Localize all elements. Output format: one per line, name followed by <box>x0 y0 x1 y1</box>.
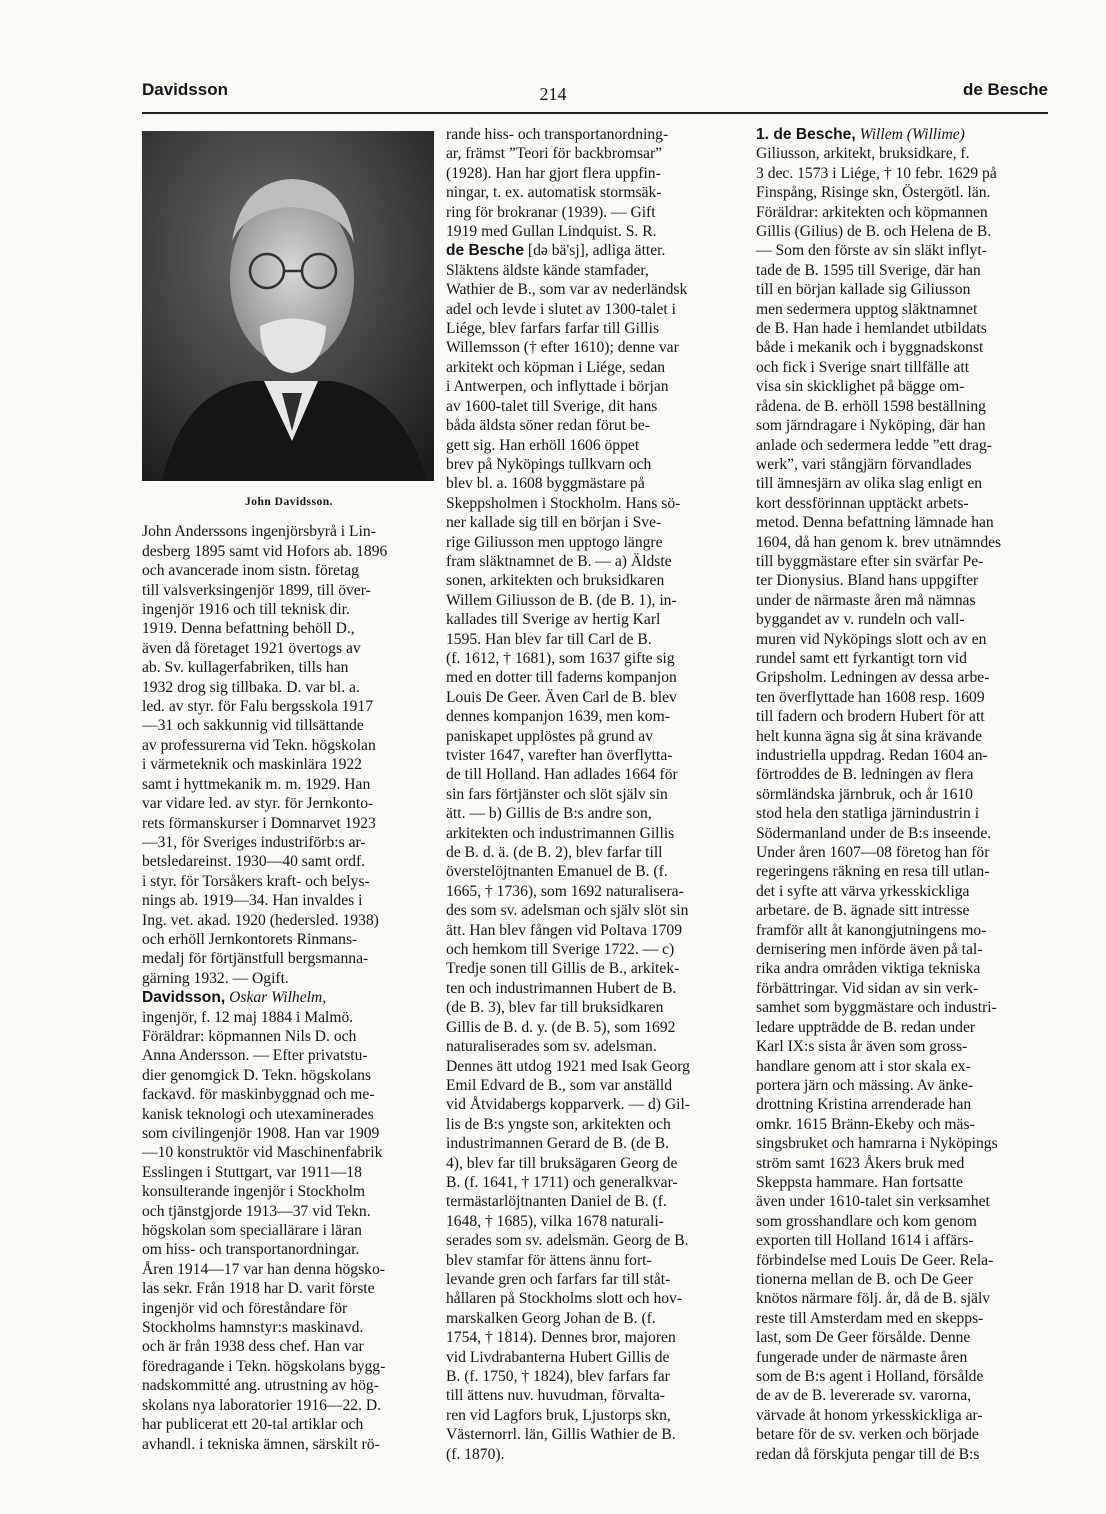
text-line: knötos närmare följ. år, då de B. själv <box>756 1290 991 1308</box>
text-line: fram släktnamnet de B. — a) Äldste <box>446 552 672 570</box>
column-right <box>756 125 1048 1464</box>
text-line: till fadern och brodern Hubert för att <box>756 708 985 726</box>
text-line: som de B:s agent i Holland, försålde <box>756 1368 984 1385</box>
text-line: och fick i Sverige snart tillfälle att <box>756 358 970 376</box>
text-line: —31, för Sveriges industriförb:s ar- <box>142 833 366 851</box>
text-line: konsulterande ingenjör i Stockholm <box>142 1183 366 1201</box>
text-line: de till Holland. Han adlades 1664 för <box>446 766 678 784</box>
running-head-right: de Besche <box>962 80 1048 99</box>
text-line: omkr. 1615 Bränn-Ekeby och mäs- <box>756 1115 975 1133</box>
text-line: Föräldrar: köpmannen Nils D. och <box>142 1027 357 1045</box>
text-line: nings ab. 1919—34. Han invaldes i <box>142 892 363 910</box>
text-line: 1932 drog sig tillbaka. D. var bl. a. <box>142 678 360 696</box>
text-line: kort dessförinnan upptäckt arbets- <box>756 494 969 512</box>
text-line: termästarlöjtnanten Daniel de B. (f. <box>446 1193 667 1211</box>
text-line: de B. d. ä. (de B. 2), blev farfar till <box>446 844 663 862</box>
text-line: des som sv. adelsman och själv slöt sin <box>446 902 689 920</box>
text-line: Willemsson († efter 1610); denne var <box>446 339 679 357</box>
text-line: paniskapet upplöstes på grund av <box>446 727 654 745</box>
text-line: som civilingenjör 1908. Han var 1909 <box>142 1125 380 1142</box>
text-line: Willem Giliusson de B. (de B. 1), in- <box>446 591 677 609</box>
text-line: led. av styr. för Falu bergsskola 1917 <box>142 698 373 716</box>
text-line: samt i hyttmekanik m. m. 1929. Han <box>142 775 371 793</box>
text-line: drottning Kristina arrenderade han <box>756 1096 972 1114</box>
text-line: avhandl. i tekniska ämnen, särskilt rö- <box>142 1435 380 1453</box>
text-line: 1919. Denna befattning behöll D., <box>142 620 355 638</box>
text-line: skolans nya laboratorier 1916—22. D. <box>142 1396 382 1414</box>
text-line: metod. Denna befattning lämnade han <box>756 514 994 532</box>
text-line: Wathier de B., som var av nederländsk <box>446 281 688 299</box>
text-line: vid Åtvidabergs kopparverk. — d) Gil- <box>446 1096 690 1114</box>
text-line: tionerna mellan de B. och De Geer <box>756 1270 973 1288</box>
text-line: werk”, vari stångjärn förvandlades <box>756 455 972 473</box>
text-line: ström samt 1623 Åkers bruk med <box>756 1154 965 1172</box>
text-line: ningar, t. ex. automatisk stormsäk- <box>446 184 662 202</box>
text-line: 1665, † 1736), som 1692 naturalisera- <box>446 882 684 900</box>
column-middle <box>446 125 742 1464</box>
text-line: till byggmästare efter sin svärfar Pe- <box>756 552 984 570</box>
text-line: dernisering men införde även på tal- <box>756 941 983 959</box>
text-line: ar, främst ”Teori för backbromsar” <box>446 145 663 163</box>
text-line: —10 konstruktör vid Maschinenfabrik <box>142 1144 383 1162</box>
text-line: stod hela den statliga järnindustrin i <box>756 805 980 823</box>
photo-caption: John Davidsson. <box>244 496 334 508</box>
text-line: både i mekanik och i byggnadskonst <box>756 339 984 357</box>
text-line: och avancerade inom sistn. företag <box>142 562 359 580</box>
text-line: överstelöjtnanten Emanuel de B. (f. <box>446 863 668 881</box>
text-line: till en början kallade sig Giliusson <box>756 281 971 299</box>
text-line: det i syfte att värva yrkesskickliga <box>756 882 970 900</box>
text-line: dennes kompanjon 1639, men kom- <box>446 708 670 726</box>
text-line: Västernorrl. län, Gillis Wathier de B. <box>446 1426 676 1444</box>
text-line: visa sin skicklighet på bägge om- <box>756 378 965 396</box>
text-line: 1919 med Gullan Lindquist. S. R. <box>446 223 657 241</box>
text-line: ingenjör, f. 12 maj 1884 i Malmö. <box>142 1008 354 1026</box>
text-line: av 1600-talet till Sverige, dit hans <box>446 397 658 415</box>
column-left <box>142 125 436 1454</box>
text-line: gärning 1932. — Ogift. <box>142 969 289 987</box>
text-line: Skeppsta hammare. Han fortsatte <box>756 1173 963 1191</box>
text-line: i värmeteknik och maskinlära 1922 <box>142 756 362 774</box>
text-line: till ättens nuv. huvudman, förvalta- <box>446 1387 665 1405</box>
text-line: rika andra områden viktiga tekniska <box>756 960 981 978</box>
text-line: ring för brokranar (1939). — Gift <box>446 203 656 221</box>
text-line: anlade och sedermera ledde ”ett drag- <box>756 436 992 454</box>
text-line: 1595. Han blev far till Carl de B. <box>446 630 652 648</box>
text-line: sonen, arkitekten och bruksidkaren <box>446 572 665 590</box>
text-line: av professurerna vid Tekn. högskolan <box>142 736 376 754</box>
text-line: även då företaget 1921 övertogs av <box>142 639 361 657</box>
text-line: B. (f. 1750, † 1824), blev farfars far <box>446 1368 670 1385</box>
text-line: ledare uppträdde de B. redan under <box>756 1018 976 1036</box>
text-line: 1754, † 1814). Dennes bror, majoren <box>446 1329 676 1347</box>
text-line: har publicerat ett 20-tal artiklar och <box>142 1416 364 1434</box>
text-line: dier genomgick D. Tekn. högskolans <box>142 1066 372 1084</box>
text-line: ten överflyttade han 1608 resp. 1609 <box>756 688 985 706</box>
text-line: last, som De Geer försålde. Denne <box>756 1329 971 1347</box>
text-line: Åren 1914—17 var han denna högsko- <box>142 1260 385 1278</box>
text-line: Gillis (Gilius) de B. och Helena de B. <box>756 223 992 241</box>
text-line: sörmländska järnbruk, och år 1610 <box>756 785 973 803</box>
text-line: till ämnesjärn av olika slag enligt en <box>756 475 983 493</box>
text-line: desberg 1895 samt vid Hofors ab. 1896 <box>142 542 388 560</box>
text-line: Ing. vet. akad. 1920 (hedersled. 1938) <box>142 911 379 929</box>
text-line: Tredje sonen till Gillis de B., arkitek- <box>446 960 680 978</box>
text-line: (f. 1612, † 1681), som 1637 gifte sig <box>446 649 675 667</box>
text-line: ingenjör 1916 och till teknisk dir. <box>142 601 350 619</box>
text-line: de av de B. levererade sv. varorna, <box>756 1387 972 1405</box>
text-line: regeringens räkning en resa till utlan- <box>756 863 990 881</box>
entry-given-name: Oskar Wilhelm, <box>229 989 327 1007</box>
text-line: Emil Edvard de B., som var anställd <box>446 1076 673 1094</box>
page-number: 214 <box>539 84 567 104</box>
text-line: serades som sv. adelsmän. Georg de B. <box>446 1232 689 1250</box>
portrait-photo <box>142 131 434 481</box>
text-line: Skeppsholmen i Stockholm. Hans sö- <box>446 494 681 512</box>
entry-willem-de-besche <box>756 125 1048 1464</box>
text-line: och tjänstgjorde 1913—37 vid Tekn. <box>142 1202 371 1220</box>
text-line: exporten till Holland 1614 i affärs- <box>756 1232 974 1250</box>
text-line: förtroddes de B. ledningen av flera <box>756 766 974 784</box>
text-line: Esslingen i Stuttgart, var 1911—18 <box>142 1163 362 1181</box>
text-line: även under 1610-talet sin verksamhet <box>756 1193 990 1211</box>
entry-pronunciation: [də bä'sj], adliga ätter. <box>527 242 666 260</box>
text-line: fungerade under de närmaste åren <box>756 1348 968 1366</box>
text-line: blev stamfar för ättens ännu fort- <box>446 1251 652 1269</box>
text-line: var vidare led. av styr. för Jernkonto- <box>142 795 374 813</box>
entry-de-besche-family <box>446 241 742 1464</box>
text-line: rådena. de B. erhöll 1598 beställning <box>756 397 986 415</box>
text-line: tade de B. 1595 till Sverige, där han <box>756 261 981 279</box>
text-line: las sekr. Från 1918 har D. varit förste <box>142 1280 375 1298</box>
text-line: helt kunna ägna sig åt sina krävande <box>756 727 983 745</box>
entry-headline <box>142 988 436 1007</box>
text-line: Föräldrar: arkitekten och köpmannen <box>756 203 988 221</box>
text-line: nadskommitté ang. utrustning av hög- <box>142 1377 379 1395</box>
text-line: sin fars förtjänster och slöt själv sin <box>446 785 668 803</box>
text-line: och erhöll Jernkontorets Rinmans- <box>142 930 358 948</box>
text-line: framför allt åt kanongjutningens mo- <box>756 921 987 939</box>
text-line: (1928). Han har gjort flera uppfin- <box>446 164 661 182</box>
text-line: byggandet av v. rundeln och vall- <box>756 611 965 629</box>
text-line: under de närmaste åren må nämnas <box>756 591 976 609</box>
text-line: ätt. Han blev fången vid Poltava 1709 <box>446 921 683 939</box>
text-line: John Anderssons ingenjörsbyrå i Lin- <box>142 523 376 541</box>
text-line: 4), blev far till bruksägaren Georg de <box>446 1154 678 1172</box>
text-line: och är från 1938 dess chef. Han var <box>142 1338 364 1356</box>
text-line: marskalken Georg Johan de B. (f. <box>446 1309 656 1327</box>
text-line: (de B. 3), blev far till bruksidkaren <box>446 999 664 1017</box>
text-line: värvade åt honom yrkesskickliga ar- <box>756 1406 983 1424</box>
text-line: Liége, blev farfars farfar till Gillis <box>446 320 660 338</box>
text-line: samhet som byggmästare och industri- <box>756 999 997 1017</box>
text-line: båda äldsta söner redan förut be- <box>446 417 650 435</box>
text-line: B. (f. 1641, † 1711) och generalkvar- <box>446 1173 678 1191</box>
entry-oskar-davidsson-continued <box>446 125 742 241</box>
header-rule <box>142 112 1048 114</box>
entry-headword: Davidsson, <box>142 989 226 1007</box>
text-line: Stockholms hamnstyr:s maskinavd. <box>142 1319 364 1337</box>
text-line: rige Giliusson men upptogo längre <box>446 533 663 551</box>
text-line: om hiss- och transportanordningar. <box>142 1241 360 1259</box>
text-line: Anna Andersson. — Efter privatstu- <box>142 1047 368 1065</box>
text-line: betsledareinst. 1930—40 samt ordf. <box>142 853 366 871</box>
text-line: levande gren och farfars far till ståt- <box>446 1270 671 1288</box>
text-line: som grosshandlare och kom genom <box>756 1212 977 1230</box>
text-line: —31 och sakkunnig vid tillsättande <box>142 717 364 735</box>
entry-given-name: Willem (Willime) <box>859 126 965 143</box>
text-line: rande hiss- och transportanordning- <box>446 126 669 143</box>
text-line: — Som den förste av sin släkt inflyt- <box>756 242 987 260</box>
text-line: men sedermera upptog släktnamnet <box>756 300 978 318</box>
text-line: 1604, då han genom k. brev utnämndes <box>756 533 1002 551</box>
text-line: ab. Sv. kullagerfabriken, tills han <box>142 659 349 677</box>
text-line: Gillis de B. d. y. (de B. 5), som 1692 <box>446 1018 676 1036</box>
running-head-left: Davidsson <box>142 80 228 99</box>
text-line: rundel samt ett fyrkantigt torn vid <box>756 649 967 667</box>
text-line: portera järn och mässing. Av änke- <box>756 1076 974 1094</box>
text-line: reste till Amsterdam med en skepps- <box>756 1309 984 1327</box>
text-line: Finspång, Risinge skn, Östergötl. län. <box>756 184 991 202</box>
text-line: Under åren 1607—08 företog han för <box>756 844 990 862</box>
text-line: brev på Nyköpings tullkvarn och <box>446 455 652 473</box>
text-line: kanisk teknologi och utexaminerades <box>142 1105 374 1123</box>
text-line: i Antwerpen, och inflyttade i början <box>446 378 669 396</box>
text-line: fackavd. för maskinbyggnad och me- <box>142 1086 375 1104</box>
text-line: redan då förskjuta pengar till de B:s <box>756 1445 980 1463</box>
text-line: Karl IX:s sista år även som gross- <box>756 1038 968 1056</box>
text-line: muren vid Nyköpings slott och av en <box>756 630 987 648</box>
text-line: ren vid Lagfors bruk, Ljustorps skn, <box>446 1406 671 1424</box>
text-line: Södermanland under de B:s inseende. <box>756 824 992 842</box>
text-line: och hemkom till Sverige 1722. — c) <box>446 941 675 959</box>
entry-john-davidsson-text <box>142 522 436 988</box>
text-line: adel och levde i slutet av 1300-talet i <box>446 300 676 318</box>
text-line: blev bl. a. 1608 byggmästare på <box>446 475 645 493</box>
text-line: föredragande i Tekn. högskolans bygg- <box>142 1357 386 1375</box>
text-line: lis de B:s yngste son, arkitekten och <box>446 1115 671 1133</box>
text-line: ätt. — b) Gillis de B:s andre son, <box>446 805 652 823</box>
text-line: förbindelse med Louis De Geer. Rela- <box>756 1251 994 1269</box>
text-line: ter Dionysius. Bland hans uppgifter <box>756 572 979 590</box>
text-line: arkitekten och industrimannen Gillis <box>446 824 675 842</box>
text-line: tvister 1647, varefter han överflytta- <box>446 747 673 764</box>
text-line: rets förmanskurser i Domnarvet 1923 <box>142 814 376 832</box>
text-line: medalj för förtjänstfull bergsmanna- <box>142 950 369 968</box>
text-line: naturaliserades som sv. adelsman. <box>446 1038 657 1056</box>
text-line: ingenjör vid och föreståndare för <box>142 1299 348 1317</box>
text-line: (f. 1870). <box>446 1445 505 1463</box>
text-line: industrimannen Gerard de B. (de B. <box>446 1135 670 1153</box>
text-line: Louis De Geer. Även Carl de B. blev <box>446 688 677 706</box>
text-line: industriella uppdrag. Redan 1604 an- <box>756 747 988 764</box>
text-line: högskolan som speciallärare i läran <box>142 1222 362 1240</box>
text-line: betare för de sv. verken och började <box>756 1426 979 1444</box>
text-line: med en dotter till faderns kompanjon <box>446 669 677 687</box>
text-line: till valsverksingenjör 1899, till över- <box>142 581 371 599</box>
text-line: kallades till Sverige av hertig Karl <box>446 611 661 629</box>
text-line: Giliusson, arkitekt, bruksidkare, f. <box>756 145 970 163</box>
text-line: i styr. för Torsåkers kraft- och belys- <box>142 872 370 890</box>
portrait-illustration <box>142 131 434 481</box>
entry-headword: 1. de Besche, <box>756 126 856 143</box>
text-line: hållaren på Stockholms slott och hov- <box>446 1290 683 1308</box>
text-line: Gripsholm. Ledningen av dessa arbe- <box>756 669 990 687</box>
text-line: som järndragare i Nyköping, där han <box>756 417 986 435</box>
text-line: de B. Han hade i hemlandet utbildats <box>756 320 987 338</box>
text-line: singsbruket och hamrarna i Nyköpings <box>756 1135 998 1153</box>
text-line: arkitekt och köpman i Liége, sedan <box>446 358 666 376</box>
text-line: ner kallade sig till en början i Sve- <box>446 514 662 532</box>
text-line: ten och industrimannen Hubert de B. <box>446 979 677 997</box>
entry-headline <box>446 241 742 260</box>
text-line: 1648, † 1685), vilka 1678 naturali- <box>446 1212 664 1230</box>
text-line: 3 dec. 1573 i Liége, † 10 febr. 1629 på <box>756 164 997 182</box>
text-line: arbetare. de B. ägnade sitt intresse <box>756 902 970 920</box>
text-line: vid Livdrabanterna Hubert Gillis de <box>446 1348 670 1366</box>
text-line: Dennes ätt utdog 1921 med Isak Georg <box>446 1057 690 1075</box>
entry-headline <box>756 125 1048 144</box>
entry-oskar-davidsson <box>142 988 436 1454</box>
text-line: förbättringar. Vid sidan av sin verk- <box>756 979 979 997</box>
entry-headword: de Besche <box>446 242 525 260</box>
text-line: gett sig. Han erhöll 1606 öppet <box>446 436 640 454</box>
text-line: Släktens äldste kände stamfader, <box>446 261 649 279</box>
text-line: handlare genom att i stor skala ex- <box>756 1057 971 1075</box>
